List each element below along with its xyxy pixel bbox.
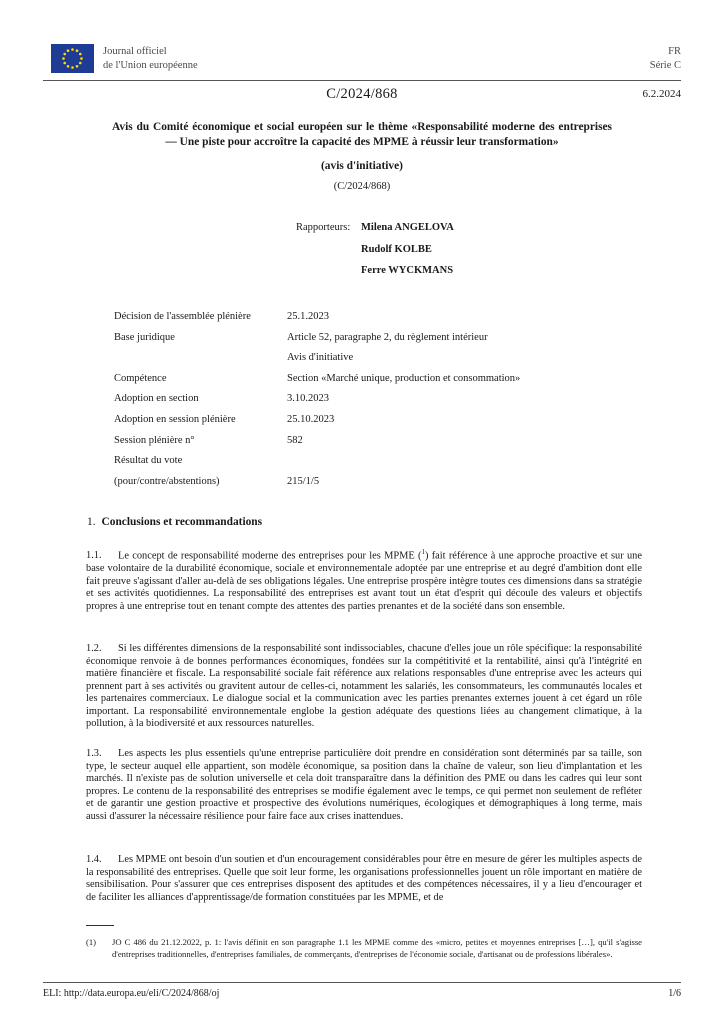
document-number: C/2024/868 (326, 86, 398, 102)
footnote-rule (86, 925, 114, 926)
header-rule (43, 80, 681, 81)
meta-value: 25.1.2023 (287, 311, 329, 322)
footnote (86, 936, 642, 960)
eli-link[interactable]: ELI: http://data.europa.eu/eli/C/2024/868/oj (43, 988, 220, 999)
section-heading (87, 516, 262, 528)
meta-value (287, 455, 520, 476)
header-right (650, 45, 681, 73)
meta-value: 582 (287, 434, 303, 446)
star-icon (63, 53, 66, 56)
meta-value: 3.10.2023 (287, 393, 329, 405)
meta-key: Décision de l'assemblée plénière (114, 311, 251, 322)
paragraph-text: Si les différentes dimensions de la responsabilité sont indissociables, chacune d'elles joue un rôle spécifique: la responsabilité économique renvoie à de bonnes performances économiques, fondées sur la compétitivité et la rentabilité, ainsi qu'à l'intégrité en matière financière et fiscale. La responsabilité sociale fait référence aux relations responsables d'une entreprise avec les acteurs qui prennent part à ses activités ou gravitent autour de celles-ci, notamment les salariés, les consommateurs, les communautés locales et les partenaires commerciaux. Le dialogue social et la communication avec les parties prenantes externes jouent à cet égard un rôle important. La responsabilité environnementale englobe la gestion adéquate des questions liées au changement climatique, à la pollution, à la biodiversité et aux ressources naturelles. (86, 643, 642, 730)
footer-rule (43, 982, 681, 983)
paragraph (86, 748, 642, 823)
paragraph-number: 1.4. (86, 854, 102, 865)
paragraph-number: 1.2. (86, 643, 102, 654)
publication-date: 6.2.2024 (642, 88, 681, 100)
footnote-ref[interactable]: 1 (421, 548, 425, 556)
table-row (114, 332, 520, 353)
meta-value: Section «Marché unique, production et consommation» (287, 372, 521, 384)
footnote-number: (1) (86, 937, 97, 947)
series-label: Série C (649, 60, 681, 71)
meta-value: Article 52, paragraphe 2, du règlement intérieur (287, 331, 488, 343)
footnote-text: JO C 486 du 21.12.2022, p. 1: l'avis définit en son paragraphe 1.1 les MPME comme des «micro, petites et moyennes entreprises […], qu'il s'agisse d'entreprises traditionnelles, d'entreprises familiales, de commerçants, d'entreprises de l'économie sociale, d'artisanat ou de professions libérales». (112, 937, 642, 959)
eu-stars-icon (51, 44, 94, 73)
table-row (114, 476, 520, 497)
star-icon (62, 57, 65, 60)
paragraph (86, 643, 642, 731)
star-icon (71, 66, 74, 69)
paragraph (86, 854, 642, 904)
meta-key: Adoption en session plénière (114, 413, 236, 425)
paragraph (86, 546, 642, 613)
rapporteurs-label: Rapporteurs: (296, 222, 351, 233)
star-icon (80, 57, 83, 60)
star-icon (76, 65, 79, 68)
opinion-title: Avis du Comité économique et social européen sur le thème «Responsabilité moderne des entreprises — Une piste pour accroître la capacité des MPME à réussir leur transformation» (112, 121, 612, 148)
opinion-type: (avis d'initiative) (321, 160, 403, 172)
rapporteur-name: Ferre WYCKMANS (361, 265, 454, 276)
paragraph-text: ) fait référence à une approche proactive et sur une base volontaire de la durabilité économique, sociale et environnementale adoptée par une entreprise et au degré d'ambition dont elle fait preuve s'agissant d'aller au-delà de ses obligations légales. Une entreprise prospère intègre toutes ces dimensions dans sa stratégie et ses activités quotidiennes. La responsabilité des entreprises est avant tout un état d'esprit qui découle des valeurs et objectifs propres à une entreprise tout en tenant compte des attentes des parties prenantes et de la société dans son ensemble. (86, 550, 642, 612)
meta-key: (pour/contre/abstentions) (114, 475, 220, 487)
meta-key: Résultat du vote (114, 455, 183, 467)
meta-value: 25.10.2023 (287, 413, 335, 425)
star-icon (67, 65, 70, 68)
table-row (114, 352, 520, 373)
table-row (114, 373, 520, 394)
journal-line-1: Journal officiel (103, 46, 167, 57)
language-code: FR (668, 46, 681, 57)
meta-key: Compétence (114, 372, 167, 384)
meta-key (114, 352, 287, 373)
table-row (114, 414, 520, 435)
paragraph-text: Le concept de responsabilité moderne des entreprises pour les MPME ( (118, 550, 422, 562)
star-icon (79, 53, 82, 56)
opinion-reference: (C/2024/868) (333, 181, 391, 192)
star-icon (67, 49, 70, 52)
section-number: 1. (87, 516, 96, 528)
journal-name (103, 45, 198, 73)
table-row (114, 455, 520, 476)
paragraph-number: 1.3. (86, 748, 102, 759)
journal-line-2: de l'Union européenne (103, 60, 198, 71)
meta-value: 215/1/5 (287, 475, 320, 487)
star-icon (79, 62, 82, 65)
meta-key: Session plénière n° (114, 434, 195, 446)
page-number: 1/6 (668, 988, 681, 999)
eu-flag-logo (51, 44, 94, 73)
paragraph-text: Les aspects les plus essentiels qu'une entreprise particulière doit prendre en considération sont déterminés par sa taille, son type, le secteur auquel elle appartient, son modèle économique, sa position dans la chaîne de valeur, son lieu d'implantation et les marchés. Il n'existe pas de solution universelle et cela doit transparaître dans la définition des PME ou dans les cadres qui leur sont propres. Le contenu de la responsabilité des entreprises se modifie également avec le temps, ce qui permet non seulement de refléter et de garantir une gestion proactive et prospective des évolutions numériques, écologiques et démographiques à long terme, mais aussi d'assurer la nécessaire résilience pour faire face aux crises inattendues. (86, 748, 642, 822)
meta-key: Base juridique (114, 331, 175, 343)
meta-value: Avis d'initiative (287, 352, 354, 364)
section-title: Conclusions et recommandations (101, 516, 263, 528)
procedure-table (114, 311, 520, 496)
star-icon (71, 48, 74, 51)
paragraph-number: 1.1. (86, 550, 102, 562)
star-icon (63, 62, 66, 65)
table-row (114, 435, 520, 456)
meta-key: Adoption en section (114, 393, 199, 405)
table-row (114, 311, 520, 332)
table-row (114, 393, 520, 414)
paragraph-text: Les MPME ont besoin d'un soutien et d'un encouragement considérables pour être en mesure de gérer les multiples aspects de la responsabilité des entreprises. Quelle que soit leur forme, les organisations professionnelles jouent un rôle important en matière de sensibilisation. Pour s'assurer que ces entreprises disposent des aptitudes et des compétences nécessaires, il y a lieu d'encourager et de faciliter les alliances d'apprentissage/de formation constituées par les MPME, et de (86, 854, 642, 903)
rapporteur-name: Milena ANGELOVA (361, 222, 454, 233)
rapporteur-name: Rudolf KOLBE (361, 244, 432, 255)
star-icon (76, 49, 79, 52)
